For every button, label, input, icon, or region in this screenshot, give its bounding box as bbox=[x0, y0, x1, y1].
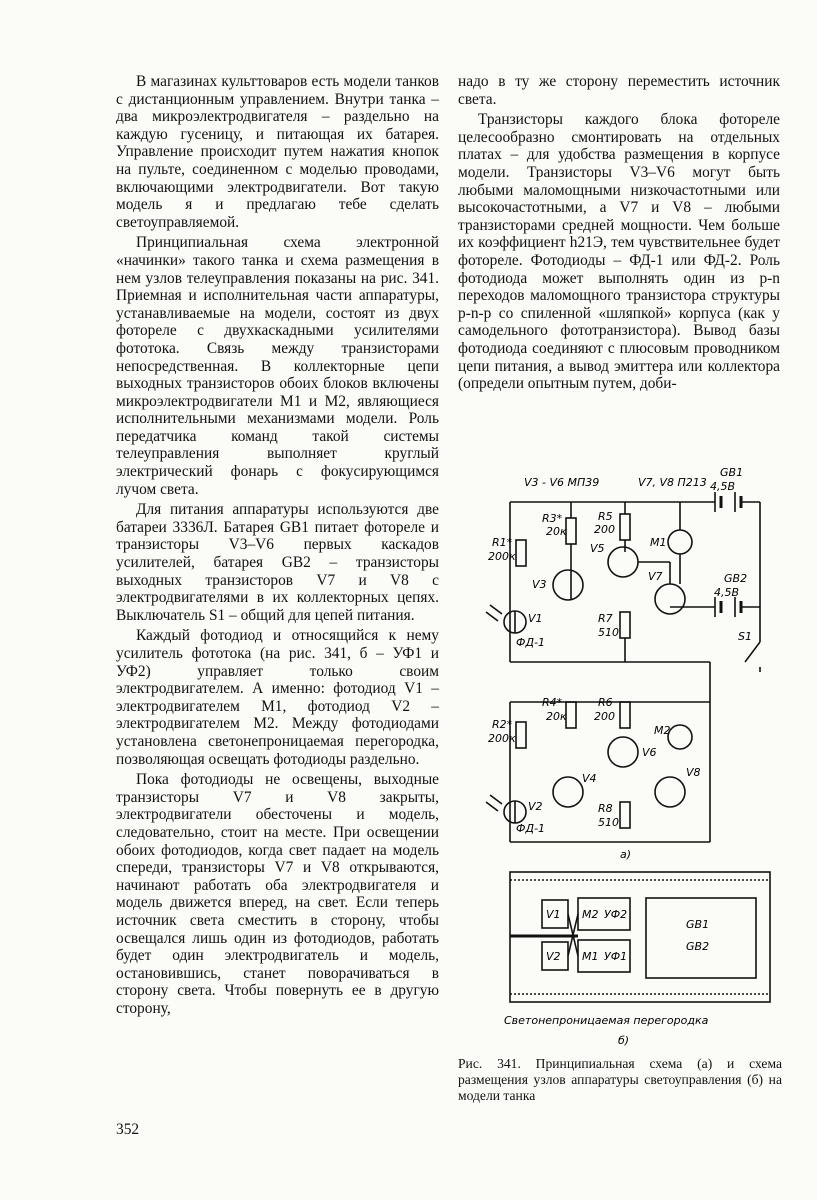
label-r1: R1* bbox=[492, 536, 513, 549]
label-r7-value: 510 bbox=[598, 626, 619, 639]
label-v2: V2 bbox=[528, 800, 543, 813]
label-a: а) bbox=[620, 848, 632, 861]
label-r6: R6 bbox=[598, 696, 613, 709]
layout-label-gb1: GB1 bbox=[686, 918, 710, 931]
label-r8-value: 510 bbox=[598, 816, 619, 829]
label-v7-v8: V7, V8 П213 bbox=[638, 476, 707, 489]
label-fd1: ФД-1 bbox=[516, 636, 546, 649]
label-gb2: GB2 bbox=[724, 572, 748, 585]
label-r6-value: 200 bbox=[594, 710, 615, 723]
label-v7: V7 bbox=[648, 570, 663, 583]
label-r4-value: 20к bbox=[546, 710, 567, 723]
label-v3: V3 bbox=[532, 578, 547, 591]
label-s1: S1 bbox=[738, 630, 752, 643]
label-r5-value: 200 bbox=[594, 523, 615, 536]
right-text-column bbox=[458, 73, 780, 393]
label-fd1-second: ФД-1 bbox=[516, 822, 546, 835]
layout-label-m1: M1 bbox=[582, 950, 599, 963]
label-v6: V6 bbox=[642, 746, 657, 759]
label-r4: R4* bbox=[542, 696, 563, 709]
paragraph: надо в ту же сторону переместить источник света. bbox=[458, 73, 780, 108]
paragraph: Каждый фотодиод и относящийся к нему усилитель фототока (на рис. 341, б – УФ1 и УФ2) управляет только своим электродвигателем. А именно: фотодиод V1 – электродвигателем М1, фотодиод V2 – электродвигателем М2. Между фотодиодами установлена светонепроницаемая перегородка, позволяющая освещать фотодиоды раздельно. bbox=[116, 627, 439, 768]
label-r2-value: 200к bbox=[488, 732, 516, 745]
paragraph: Для питания аппаратуры используются две батареи 3336Л. Батарея GB1 питает фотореле и транзисторы V3–V6 первых каскадов усилителей, батарея GB2 – транзисторы выходных транзисторов V7 и V8 с электродвигателями в их коллекторных цепях. Выключатель S1 – общий для цепей питания. bbox=[116, 501, 439, 624]
label-r3-value: 20к bbox=[546, 525, 567, 538]
layout-label-v1: V1 bbox=[546, 908, 561, 921]
label-v8: V8 bbox=[686, 766, 701, 779]
label-r1-value: 200к bbox=[488, 550, 516, 563]
figure-caption: Рис. 341. Принципиальная схема (а) и схема размещения узлов аппаратуры светоуправления (б) на модели танка bbox=[458, 1056, 782, 1103]
layout-label-gb2: GB2 bbox=[686, 940, 710, 953]
layout-label-partition: Светонепроницаемая перегородка bbox=[504, 1014, 709, 1027]
label-gb1-voltage: 4,5В bbox=[710, 480, 736, 493]
label-m1: M1 bbox=[650, 536, 667, 549]
layout-label-v2: V2 bbox=[546, 950, 561, 963]
label-r3: R3* bbox=[542, 512, 563, 525]
paragraph: Пока фотодиоды не освещены, выходные транзисторы V7 и V8 закрыты, электродвигатели обесточены и модель, следовательно, стоит на месте. При освещении обоих фотодиодов, когда свет падает на модель спереди, транзисторы V7 и V8 открываются, начинают работать оба электродвигателя и модель движется вперед, на свет. Если теперь источник света сместить в сторону, чтобы освещался лишь один из фотодиодов, работать будет один электродвигатель и модель, остановившись, станет поворачиваться в сторону света. Чтобы повернуть ее в другую сторону, bbox=[116, 771, 439, 1017]
label-r2: R2* bbox=[492, 718, 513, 731]
paragraph: Транзисторы каждого блока фотореле целесообразно смонтировать на отдельных платах – для удобства размещения в корпусе модели. Транзисторы V3–V6 могут быть любыми маломощными низкочастотными или высокочастотными, а V7 и V8 – любыми транзисторами средней мощности. Чем больше их коэффициент h21Э, тем чувствительнее будет фотореле. Фотодиоды – ФД-1 или ФД-2. Роль фотодиода может выполнять один из p-n переходов маломощного транзистора структуры p-n-p со спиленной «шляпкой» корпуса (как у самодельного фототранзистора). Вывод базы фотодиода соединяют с плюсовым проводником цепи питания, а вывод эмиттера или коллектора (определи опытным путем, доби- bbox=[458, 111, 780, 393]
layout-label-uf1: УФ1 bbox=[604, 950, 628, 963]
layout-label-m2: M2 bbox=[582, 908, 599, 921]
label-b: б) bbox=[618, 1034, 630, 1047]
label-v1: V1 bbox=[528, 612, 543, 625]
label-v3-v6: V3 - V6 МП39 bbox=[524, 476, 600, 489]
paragraph: Принципиальная схема электронной «начинки» такого танка и схема размещения в нем узлов телеуправления показаны на рис. 341. Приемная и исполнительная части аппаратуры, устанавливаемые на модели, состоят из двух фотореле с двухкаскадными усилителями фототока. Связь между транзисторами непосредственная. В коллекторные цепи выходных транзисторов обоих блоков включены микроэлектродвигатели М1 и М2, являющиеся исполнительными механизмами модели. Роль передатчика команд такой системы телеуправления выполняет круглый электрический фонарь с фокусирующимся лучом света. bbox=[116, 234, 439, 498]
label-r5: R5 bbox=[598, 510, 613, 523]
label-m2: M2 bbox=[654, 724, 671, 737]
left-text-column bbox=[116, 73, 439, 1017]
label-r7: R7 bbox=[598, 612, 613, 625]
figure-341 bbox=[470, 462, 790, 1052]
layout-label-uf2: УФ2 bbox=[604, 908, 628, 921]
label-gb2-voltage: 4,5В bbox=[714, 586, 740, 599]
label-v4: V4 bbox=[582, 772, 597, 785]
paragraph: В магазинах культтоваров есть модели танков с дистанционным управлением. Внутри танка – два микроэлектродвигателя – раздельно на каждую гусеницу, и питающая их батарея. Управление происходит путем нажатия кнопок на пульте, соединенном с моделью проводами, включающими электродвигатели. Вот такую модель я и предлагаю тебе сделать светоуправляемой. bbox=[116, 73, 439, 231]
page-number: 352 bbox=[116, 1121, 140, 1138]
label-gb1: GB1 bbox=[720, 466, 744, 479]
label-r8: R8 bbox=[598, 802, 613, 815]
label-v5: V5 bbox=[590, 542, 605, 555]
